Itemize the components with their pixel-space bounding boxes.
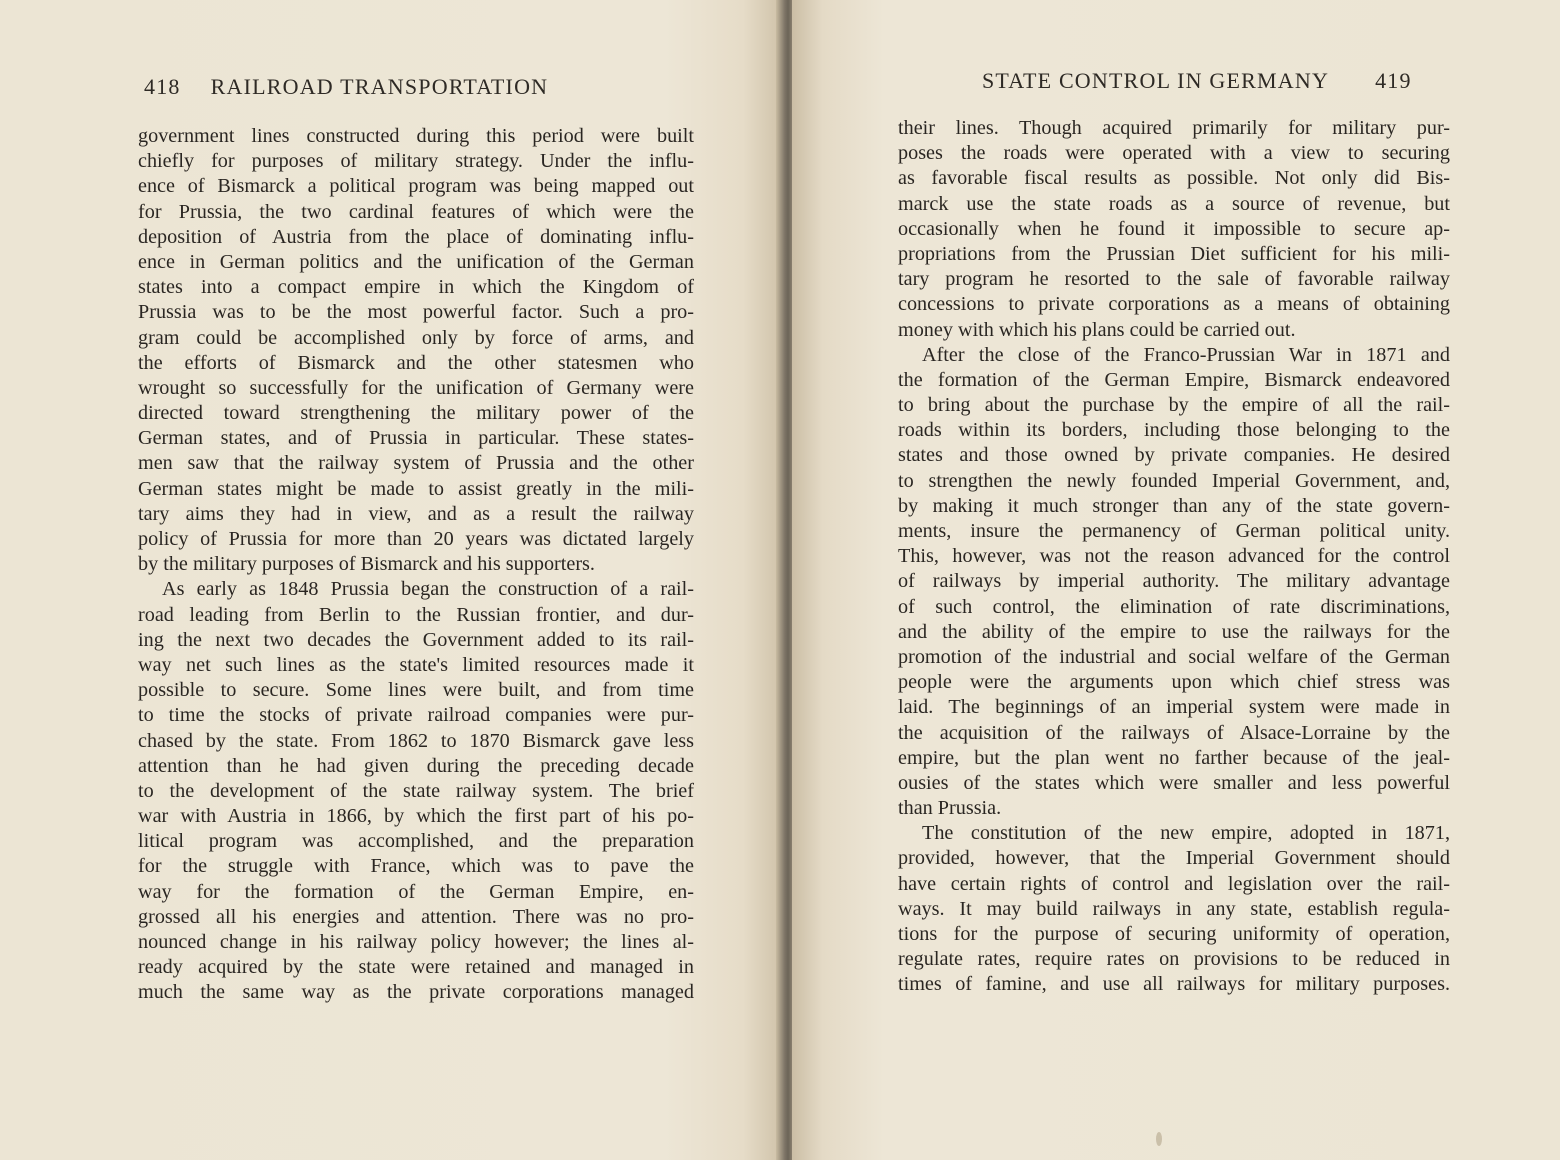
text-line: for Prussia, the two cardinal features of which were the xyxy=(138,200,694,223)
text-line: poses the roads were operated with a view to securing xyxy=(898,142,1450,165)
text-line: ence in German politics and the unification of the German xyxy=(138,250,694,273)
text-line: occasionally when he found it impossible to secure ap- xyxy=(898,217,1450,240)
text-line: states into a compact empire in which the Kingdom of xyxy=(138,276,694,299)
text-line: the formation of the German Empire, Bismarck endeavored xyxy=(898,368,1450,391)
text-line: money with which his plans could be carried out. xyxy=(898,318,1296,341)
text-line: policy of Prussia for more than 20 years was dictated largely xyxy=(138,528,694,550)
text-line: chiefly for purposes of military strategy. Under the influ- xyxy=(138,150,694,173)
text-line: provided, however, that the Imperial Government should xyxy=(898,847,1450,870)
text-line: directed toward strengthening the military power of the xyxy=(138,402,694,425)
text-line: and the ability of the empire to use the railways for the xyxy=(898,620,1450,643)
text-line: of such control, the elimination of rate discriminations, xyxy=(898,595,1450,618)
text-line: their lines. Though acquired primarily for military pur- xyxy=(898,117,1450,139)
text-line: to time the stocks of private railroad companies were pur- xyxy=(138,704,694,727)
text-line: than Prussia. xyxy=(898,797,1002,820)
text-line: ing the next two decades the Government added to its rail- xyxy=(138,628,694,651)
text-line: After the close of the Franco-Prussian War in 1871 and xyxy=(922,343,1450,366)
text-line: by the military purposes of Bismarck and his supporters. xyxy=(138,553,595,576)
text-line: the efforts of Bismarck and the other statesmen who xyxy=(138,351,694,374)
text-line: war with Austria in 1866, by which the first part of his po- xyxy=(138,805,694,828)
text-line: states and those owned by private companies. He desired xyxy=(898,444,1450,467)
left-running-title: RAILROAD TRANSPORTATION xyxy=(210,74,549,99)
text-line: deposition of Austria from the place of dominating influ- xyxy=(138,225,694,248)
text-line: marck use the state roads as a source of revenue, but xyxy=(898,192,1450,215)
text-line: Prussia was to be the most powerful factor. Such a pro- xyxy=(138,301,694,324)
text-line: tary aims they had in view, and as a result the railway xyxy=(138,502,694,525)
right-page-number: 419 xyxy=(1375,68,1412,93)
text-line: The constitution of the new empire, adopted in 1871, xyxy=(922,822,1450,845)
text-line: the acquisition of the railways of Alsace-Lorraine by the xyxy=(898,721,1450,744)
text-line: way net such lines as the state's limited resources made it xyxy=(138,653,694,676)
text-line: much the same way as the private corporations managed xyxy=(138,981,694,1004)
text-line: ousies of the states which were smaller and less powerful xyxy=(898,771,1450,794)
text-line: ready acquired by the state were retained and managed in xyxy=(138,956,694,979)
text-line: regulate rates, require rates on provisions to be reduced in xyxy=(898,948,1450,971)
text-line: way for the formation of the German Empire, en- xyxy=(138,880,694,903)
left-page-number: 418 xyxy=(144,74,181,99)
text-line: This, however, was not the reason advanced for the control xyxy=(898,545,1450,568)
paper-blemish xyxy=(1156,1132,1162,1146)
text-line: tary program he resorted to the sale of favorable railway xyxy=(898,268,1450,291)
text-line: ments, insure the permanency of German political unity. xyxy=(898,520,1450,542)
text-line: empire, but the plan went no farther because of the jeal- xyxy=(898,746,1450,769)
left-page-text xyxy=(138,124,694,1006)
text-line: by making it much stronger than any of the state govern- xyxy=(898,494,1450,517)
text-line: grossed all his energies and attention. There was no pro- xyxy=(138,905,694,928)
text-line: propriations from the Prussian Diet sufficient for his mili- xyxy=(898,242,1450,265)
text-line: possible to secure. Some lines were built, and from time xyxy=(138,679,694,702)
text-line: as favorable fiscal results as possible. Not only did Bis- xyxy=(898,167,1450,190)
text-line: men saw that the railway system of Prussia and the other xyxy=(138,452,694,475)
text-line: attention than he had given during the preceding decade xyxy=(138,754,694,777)
text-line: for the struggle with France, which was to pave the xyxy=(138,855,694,878)
text-line: to bring about the purchase by the empire of all the rail- xyxy=(898,394,1450,417)
text-line: As early as 1848 Prussia began the construction of a rail- xyxy=(162,578,694,601)
text-line: have certain rights of control and legislation over the rail- xyxy=(898,872,1450,895)
text-line: of railways by imperial authority. The military advantage xyxy=(898,570,1450,593)
text-line: ways. It may build railways in any state, establish regula- xyxy=(898,897,1450,920)
text-line: to strengthen the newly founded Imperial Government, and, xyxy=(898,469,1450,492)
text-line: to the development of the state railway system. The brief xyxy=(138,779,694,802)
text-line: wrought so successfully for the unification of Germany were xyxy=(138,376,694,399)
text-line: gram could be accomplished only by force of arms, and xyxy=(138,326,694,349)
text-line: road leading from Berlin to the Russian frontier, and dur- xyxy=(138,603,694,626)
right-running-title: STATE CONTROL IN GERMANY xyxy=(982,68,1330,93)
text-line: chased by the state. From 1862 to 1870 Bismarck gave less xyxy=(138,729,694,752)
left-running-head xyxy=(144,74,700,100)
right-page-text xyxy=(898,116,1450,998)
text-line: laid. The beginnings of an imperial system were made in xyxy=(898,696,1450,719)
text-line: ence of Bismarck a political program was being mapped out xyxy=(138,175,694,198)
text-line: promotion of the industrial and social welfare of the German xyxy=(898,645,1450,668)
text-line: nounced change in his railway policy however; the lines al- xyxy=(138,931,694,953)
right-page xyxy=(792,0,1560,1160)
text-line: government lines constructed during this period were built xyxy=(138,125,694,147)
text-line: roads within its borders, including those belonging to the xyxy=(898,419,1450,442)
text-line: people were the arguments upon which chief stress was xyxy=(898,671,1450,694)
text-line: concessions to private corporations as a means of obtaining xyxy=(898,293,1450,316)
text-line: German states, and of Prussia in particular. These states- xyxy=(138,427,694,450)
text-line: German states might be made to assist greatly in the mili- xyxy=(138,477,694,500)
text-line: litical program was accomplished, and the preparation xyxy=(138,830,694,853)
right-running-head xyxy=(982,68,1542,94)
text-line: times of famine, and use all railways for military purposes. xyxy=(898,973,1450,996)
text-line: tions for the purpose of securing uniformity of operation, xyxy=(898,923,1450,945)
